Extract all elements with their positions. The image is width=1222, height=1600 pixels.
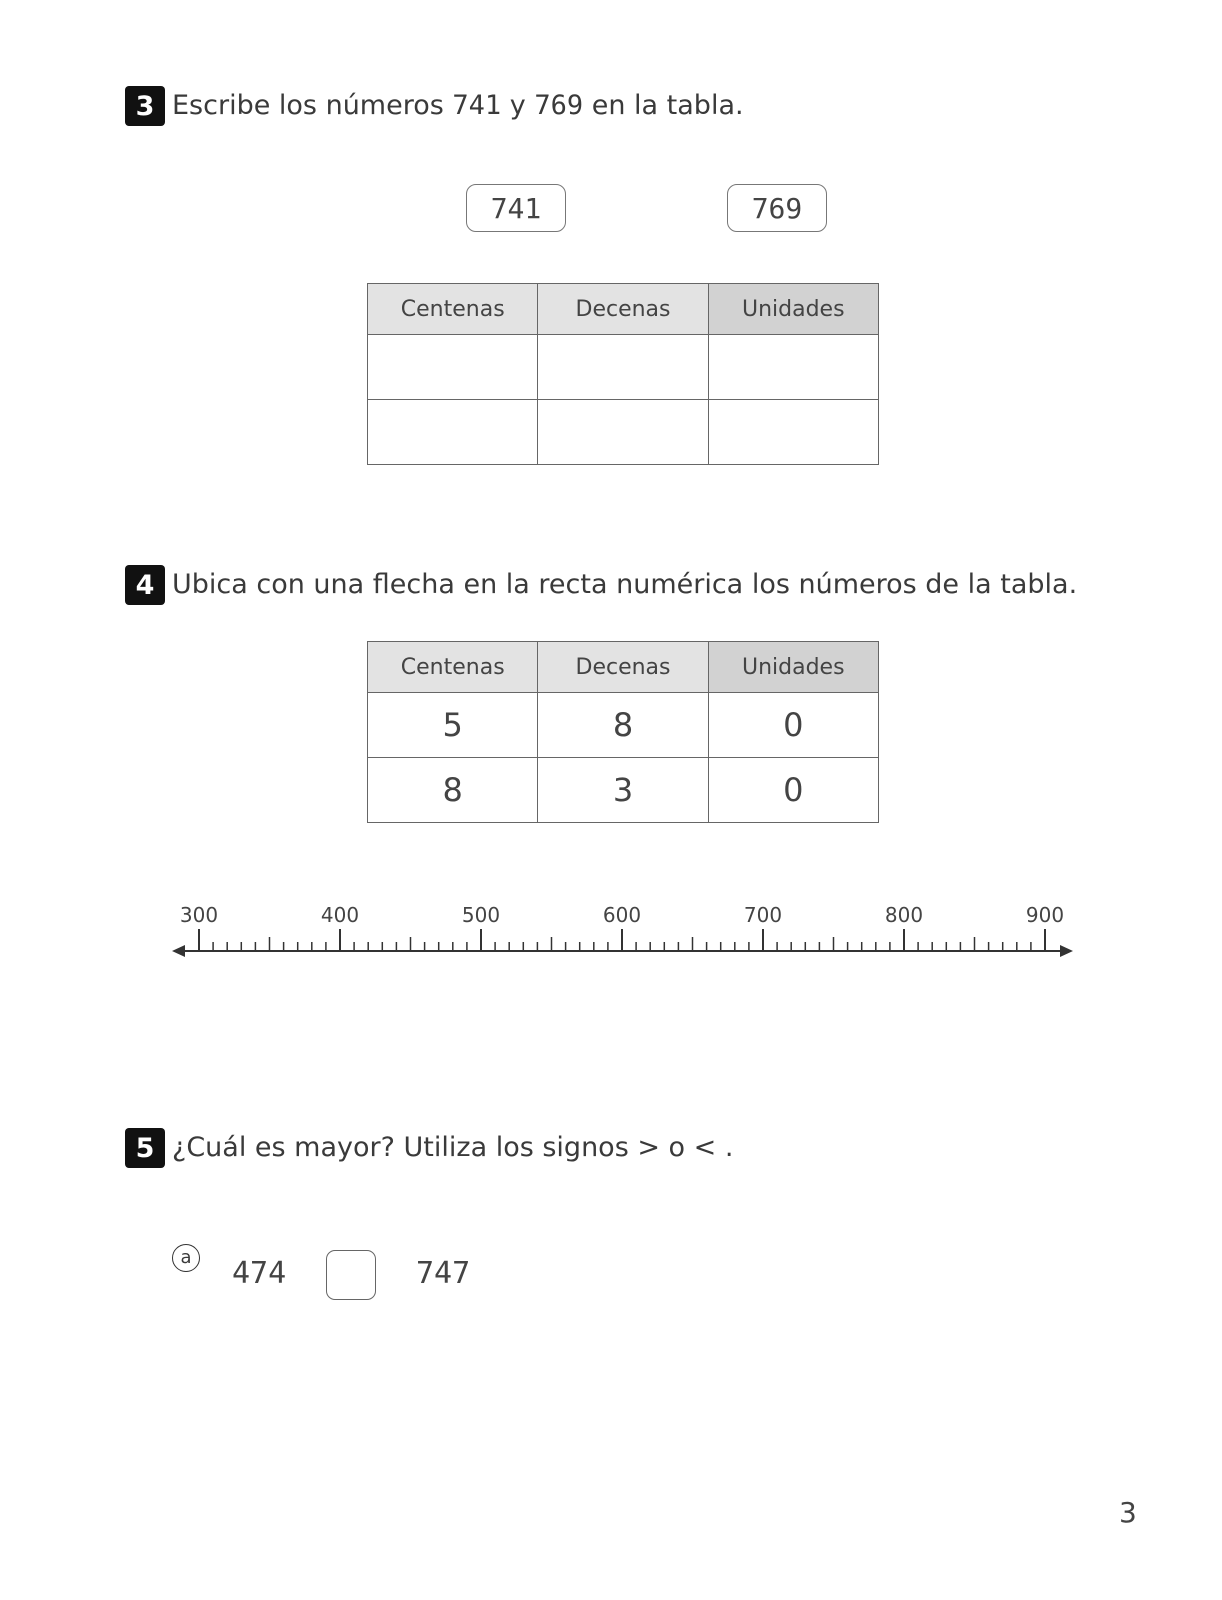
table-row (368, 758, 879, 823)
item-a-marker (172, 1244, 200, 1272)
number-line-ticks (199, 929, 1045, 951)
answer-cell[interactable] (708, 335, 878, 400)
header-decenas: Decenas (538, 642, 708, 693)
number-line-right-arrow-icon (1060, 945, 1073, 957)
number-line-labels (180, 903, 1064, 927)
header-centenas: Centenas (368, 284, 538, 335)
header-unidades: Unidades (708, 284, 878, 335)
table-cell: 8 (538, 693, 708, 758)
item-a-letter: a (180, 1247, 192, 1268)
table-cell: 5 (368, 693, 538, 758)
table-row (368, 400, 879, 465)
tick-label: 800 (884, 903, 924, 927)
tick-label: 900 (1025, 903, 1065, 927)
table-cell: 0 (708, 693, 878, 758)
number-card-769 (727, 184, 827, 232)
exercise-3-conjunction: y (509, 90, 526, 121)
exercise-3-heading (172, 90, 744, 121)
table-header-row (368, 284, 879, 335)
compare-right-number: 747 (416, 1256, 471, 1291)
table-cell: 0 (708, 758, 878, 823)
header-unidades: Unidades (708, 642, 878, 693)
exercise-4-heading: Ubica con una flecha en la recta numérica los números de la tabla. (172, 569, 1078, 600)
exercise-4-badge (125, 565, 165, 605)
number-card-741 (466, 184, 566, 232)
table-header-row (368, 642, 879, 693)
answer-cell[interactable] (368, 335, 538, 400)
comparison-answer-box[interactable] (326, 1250, 376, 1300)
exercise-5-heading: ¿Cuál es mayor? Utiliza los signos > o < . (172, 1132, 734, 1163)
tick-label: 400 (320, 903, 360, 927)
exercise-3-number-1: 741 (452, 90, 502, 121)
answer-cell[interactable] (538, 400, 708, 465)
header-decenas: Decenas (538, 284, 708, 335)
exercise-4-place-value-table (367, 641, 879, 823)
exercise-3-number-2: 769 (534, 90, 584, 121)
table-row (368, 335, 879, 400)
tick-label: 300 (179, 903, 219, 927)
page-number: 3 (1119, 1496, 1137, 1529)
tick-label: 600 (602, 903, 642, 927)
exercise-5-number: 5 (135, 1132, 155, 1164)
exercise-5-badge (125, 1128, 165, 1168)
number-card-769-value: 769 (751, 191, 803, 225)
header-centenas: Centenas (368, 642, 538, 693)
exercise-4-number: 4 (135, 569, 155, 601)
compare-left-number: 474 (232, 1256, 287, 1291)
table-cell: 3 (538, 758, 708, 823)
number-card-741-value: 741 (490, 191, 542, 225)
exercise-3-number: 3 (135, 90, 155, 122)
exercise-3-text-after: en la tabla. (591, 90, 744, 121)
table-cell: 8 (368, 758, 538, 823)
number-line-left-arrow-icon (172, 945, 185, 957)
tick-label: 700 (743, 903, 783, 927)
answer-cell[interactable] (538, 335, 708, 400)
exercise-3-place-value-table (367, 283, 879, 465)
number-line[interactable] (0, 890, 1222, 970)
table-row (368, 693, 879, 758)
tick-label: 500 (461, 903, 501, 927)
answer-cell[interactable] (708, 400, 878, 465)
exercise-3-text-before: Escribe los números (172, 90, 444, 121)
answer-cell[interactable] (368, 400, 538, 465)
exercise-3-badge (125, 86, 165, 126)
